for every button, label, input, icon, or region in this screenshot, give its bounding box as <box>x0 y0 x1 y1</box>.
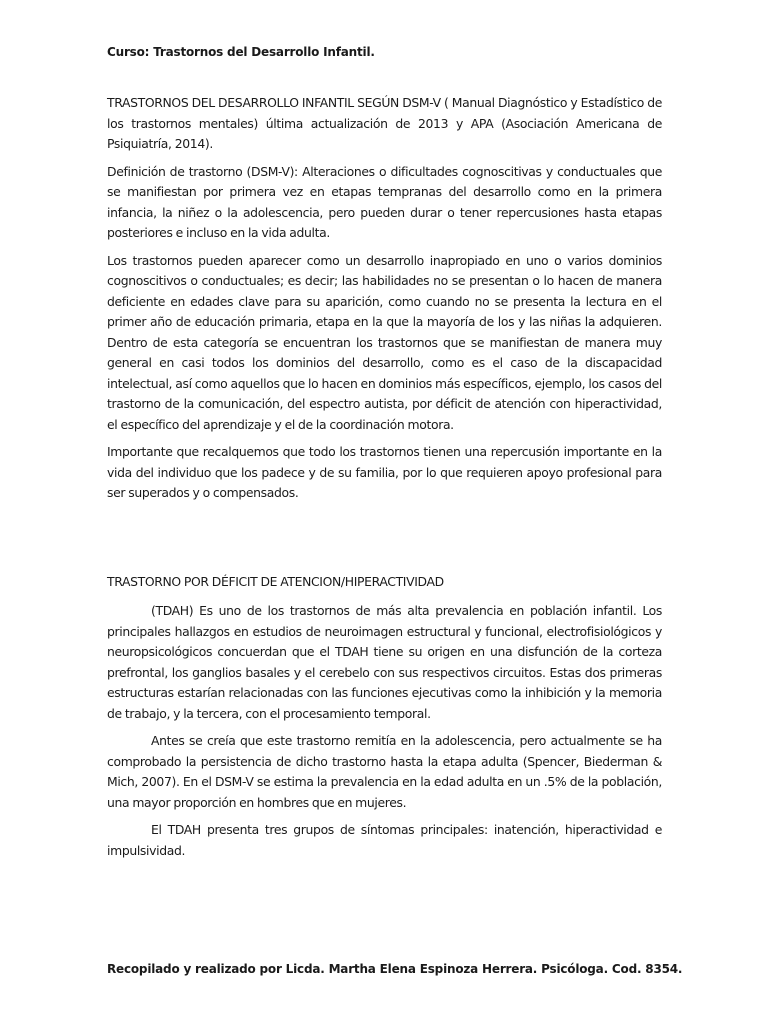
section-heading: TRASTORNO POR DÉFICIT DE ATENCION/HIPERACTIVIDAD <box>107 573 444 589</box>
definition-paragraph: Definición de trastorno (DSM-V): Alteraciones o dificultades cognoscitivas y conductuales que se manifiestan por primera vez en etapas tempranas del desarrollo como en la primera infancia, la niñez o la adolescencia, pero pueden durar o tener repercusiones hasta etapas posteriores e incluso en la vida adulta. <box>107 163 662 240</box>
tdah-paragraph-3: El TDAH presenta tres grupos de síntomas principales: inatención, hiperactividad e impulsividad. <box>107 822 662 858</box>
tdah-paragraph-1: (TDAH) Es uno de los trastornos de más alta prevalencia en población infantil. Los principales hallazgos en estudios de neuroimagen estructural y funcional, electrofisiológicos y neuropsicológicos concuerdan que el TDAH tiene su origen en una disfunción de la corteza prefrontal, los ganglios basales y el cerebelo con sus respectivos circuitos. Estas dos primeras estructuras estarían relacionadas con las funciones ejecutivas como la inhibición y la memoria de trabajo, y la tercera, con el procesamiento temporal. <box>107 603 662 721</box>
author-credit-footer: Recopilado y realizado por Licda. Martha Elena Espinoza Herrera. Psicóloga. Cod. 8354. <box>107 962 683 976</box>
document-body <box>107 93 662 868</box>
course-header: Curso: Trastornos del Desarrollo Infantil. <box>107 45 375 59</box>
domains-paragraph: Los trastornos pueden aparecer como un desarrollo inapropiado en uno o varios dominios cognoscitivos o conductuales; es decir; las habilidades no se presentan o lo hacen de manera deficiente en edades clave para su aparición, como cuando no se presenta la lectura en el primer año de educación primaria, etapa en la que la mayoría de los y las niñas la adquieren. Dentro de esta categoría se encuentran los trastornos que se manifiestan de manera muy general en casi todos los dominios del desarrollo, como es el caso de la discapacidad intelectual, así como aquellos que lo hacen en dominios más específicos, ejemplo, los casos del trastorno de la comunicación, del espectro autista, por déficit de atención con hiperactividad, el específico del aprendizaje y el de la coordinación motora. <box>107 252 662 432</box>
importance-paragraph: Importante que recalquemos que todo los trastornos tienen una repercusión importante en la vida del individuo que los padece y de su familia, por lo que requieren apoyo profesional para ser superados y o compensados. <box>107 444 662 500</box>
tdah-paragraph-2: Antes se creía que este trastorno remitía en la adolescencia, pero actualmente se ha comprobado la persistencia de dicho trastorno hasta la etapa adulta (Spencer, Biederman & Mich, 2007). En el DSM-V se estima la prevalencia en la edad adulta en un .5% de la población, una mayor proporción en hombres que en mujeres. <box>107 733 662 810</box>
intro-heading-paragraph: TRASTORNOS DEL DESARROLLO INFANTIL SEGÚN DSM-V ( Manual Diagnóstico y Estadístico de los trastornos mentales) última actualización de 2013 y APA (Asociación Americana de Psiquiatría, 2014). <box>107 95 662 151</box>
